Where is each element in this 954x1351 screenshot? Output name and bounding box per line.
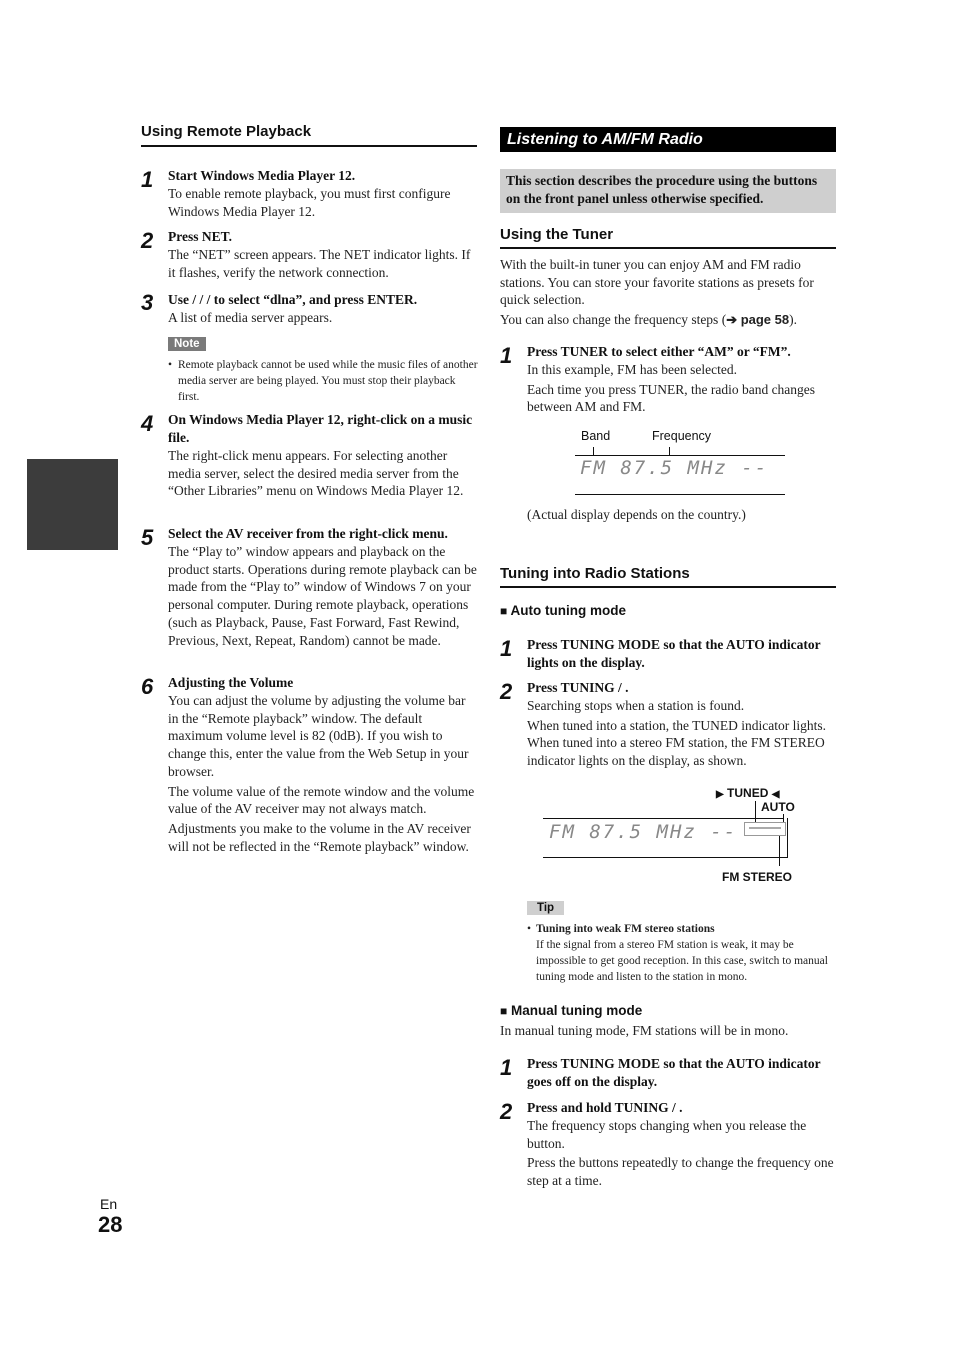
page-link[interactable]: ➔ page 58 bbox=[726, 312, 790, 328]
step-title: Press TUNER to select either “AM” or “FM”. bbox=[527, 344, 791, 359]
display-right-edge bbox=[787, 818, 788, 858]
step-body: The “Play to” window appears and playback on the product starts. Operations during remote playback can be made from the “Play to” window of Windows 7 on your personal computer. During remote playback, operations (such as Playback, Pause, Fast Forward, Fast Rewind, Previous, Next, Repeat, Random) cannot be made. bbox=[168, 544, 477, 648]
tip-content: • Tuning into weak FM stereo stations If the signal from a stereo FM station is weak, it may be impossible to get good reception. In this case, switch to manual tuning mode and listen to the station in mono. bbox=[527, 921, 837, 985]
display-caption: (Actual display depends on the country.) bbox=[527, 507, 746, 522]
auto-step-2 bbox=[527, 679, 837, 770]
step-body: In this example, FM has been selected. bbox=[527, 362, 737, 377]
display-top-line bbox=[543, 818, 783, 819]
step-number: 2 bbox=[500, 679, 513, 704]
step-number: 2 bbox=[500, 1099, 513, 1124]
step-body: When tuned into a station, the TUNED indicator lights. When tuned into a stereo FM station, the FM STEREO indicator lights on the display, as shown. bbox=[527, 717, 826, 769]
heading-rule bbox=[500, 586, 836, 588]
step-title: Press TUNING / . bbox=[527, 680, 629, 695]
step-number: 4 bbox=[141, 411, 154, 436]
step-title: Adjusting the Volume bbox=[168, 675, 294, 690]
page-lang: En bbox=[100, 1196, 118, 1212]
tuner-p1: With the built-in tuner you can enjoy AM and FM radio stations. You can store your favorite stations as presets for quick selection. bbox=[500, 257, 814, 308]
step-3 bbox=[168, 291, 478, 327]
auto-step-1 bbox=[527, 636, 837, 672]
step-title: Start Windows Media Player 12. bbox=[168, 168, 356, 183]
section-heading-using-tuner: Using the Tuner bbox=[500, 226, 614, 243]
intro-box: This section describes the procedure using the buttons on the front panel unless otherwise specified. bbox=[500, 169, 836, 213]
auto-label: AUTO bbox=[761, 800, 795, 814]
tuned-label bbox=[716, 786, 779, 800]
tuned-pointer bbox=[755, 801, 756, 823]
step-number: 1 bbox=[141, 167, 154, 192]
fm-stereo-pointer bbox=[779, 836, 780, 866]
chapter-tab bbox=[27, 459, 118, 550]
step-4 bbox=[168, 411, 478, 500]
step-body: A list of media server appears. bbox=[168, 310, 333, 325]
step-number: 3 bbox=[141, 290, 154, 315]
manual-step-1 bbox=[527, 1055, 837, 1091]
band-label: Band bbox=[581, 429, 611, 443]
step-title: Select the AV receiver from the right-click menu. bbox=[168, 526, 448, 541]
manual-step-2 bbox=[527, 1099, 837, 1190]
step-body: To enable remote playback, you must first configure Windows Media Player 12. bbox=[168, 186, 451, 219]
arrow-right-icon: ▶ bbox=[716, 789, 724, 800]
tuner-display-stereo: FM 87.5 MHz -- bbox=[549, 821, 738, 843]
arrow-left-icon: ◀ bbox=[771, 789, 780, 800]
note-body: Remote playback cannot be used while the music files of another media server are being played. You must stop their playback first. bbox=[178, 359, 478, 403]
section-banner: Listening to AM/FM Radio bbox=[500, 127, 836, 152]
note-label: Note bbox=[168, 337, 206, 351]
step-5 bbox=[168, 525, 478, 649]
indicator-panel bbox=[744, 822, 786, 836]
tip-text: If the signal from a stereo FM station is weak, it may be impossible to get good reception. In this case, switch to manual tuning mode and listen to the station in mono. bbox=[536, 939, 828, 983]
manual-tuning-heading: ■ Manual tuning mode bbox=[500, 1003, 643, 1018]
tip-title: Tuning into weak FM stereo stations bbox=[536, 923, 715, 935]
tuned-label-text: TUNED bbox=[727, 786, 769, 800]
step-body: The right-click menu appears. For selecting another media server, select the desired media server from the “Other Libraries” menu on Windows Media Player 12. bbox=[168, 448, 464, 499]
step-body: Adjustments you make to the volume in the AV receiver will not be reflected in the “Remote playback” window. bbox=[168, 820, 471, 854]
step-2 bbox=[168, 228, 478, 281]
step-body: You can adjust the volume by adjusting the volume bar in the “Remote playback” window. The default maximum volume level is 82 (0dB). If you wish to change this, enter the value from the Web Setup in your browser. bbox=[168, 693, 469, 779]
step-title: Press and hold TUNING / . bbox=[527, 1100, 683, 1115]
step-title: Press TUNING MODE so that the AUTO indicator lights on the display. bbox=[527, 637, 821, 670]
page-number: 28 bbox=[98, 1212, 123, 1237]
step-body: The frequency stops changing when you release the button. bbox=[527, 1118, 807, 1151]
step-body: Each time you press TUNER, the radio band changes between AM and FM. bbox=[527, 381, 816, 415]
note-text: • Remote playback cannot be used while the music files of another media server are being played. You must stop their playback first. bbox=[168, 359, 478, 403]
tuner-display: FM 87.5 MHz -- bbox=[580, 457, 769, 479]
heading-rule bbox=[500, 247, 836, 249]
display-bottom-line bbox=[575, 494, 785, 495]
step-body: Press the buttons repeatedly to change the frequency one step at a time. bbox=[527, 1155, 834, 1189]
step-number: 6 bbox=[141, 674, 154, 699]
indicator-marks bbox=[749, 827, 781, 829]
step-6 bbox=[168, 674, 478, 855]
auto-tuning-heading: ■ Auto tuning mode bbox=[500, 603, 626, 618]
step-number: 2 bbox=[141, 228, 154, 253]
auto-tuning-heading-text: Auto tuning mode bbox=[510, 603, 626, 618]
frequency-label: Frequency bbox=[652, 429, 712, 443]
tuner-p2-end: ). bbox=[789, 312, 797, 328]
section-heading-remote-playback: Using Remote Playback bbox=[141, 123, 312, 140]
display-bottom-line bbox=[543, 857, 788, 858]
step-title: Use / / / to select “dlna”, and press ENTER. bbox=[168, 292, 418, 307]
step-body: The volume value of the remote window and the volume value of the AV receiver may not always match. bbox=[168, 783, 475, 817]
step-number: 1 bbox=[500, 636, 513, 661]
manual-intro: In manual tuning mode, FM stations will be in mono. bbox=[500, 1023, 789, 1038]
section-heading-tuning: Tuning into Radio Stations bbox=[500, 565, 690, 582]
tuner-intro bbox=[500, 256, 836, 329]
heading-rule bbox=[141, 145, 477, 147]
manual-tuning-heading-text: Manual tuning mode bbox=[511, 1003, 643, 1018]
tuner-step-1 bbox=[527, 343, 837, 416]
step-1 bbox=[168, 167, 478, 220]
tuner-p2-text: You can also change the frequency steps ( bbox=[500, 312, 727, 328]
fm-stereo-label: FM STEREO bbox=[722, 870, 793, 884]
tuner-p2 bbox=[500, 311, 836, 329]
step-title: On Windows Media Player 12, right-click on a music file. bbox=[168, 412, 473, 445]
step-number: 5 bbox=[141, 525, 154, 550]
tip-label: Tip bbox=[527, 901, 564, 915]
step-body: Searching stops when a station is found. bbox=[527, 698, 745, 713]
step-title: Press NET. bbox=[168, 229, 232, 244]
display-top-line bbox=[575, 455, 785, 456]
auto-pointer bbox=[783, 814, 784, 822]
step-body: The “NET” screen appears. The NET indicator lights. If it flashes, verify the network connection. bbox=[168, 247, 471, 280]
step-number: 1 bbox=[500, 343, 513, 368]
step-title: Press TUNING MODE so that the AUTO indicator goes off on the display. bbox=[527, 1056, 821, 1089]
step-number: 1 bbox=[500, 1055, 513, 1080]
